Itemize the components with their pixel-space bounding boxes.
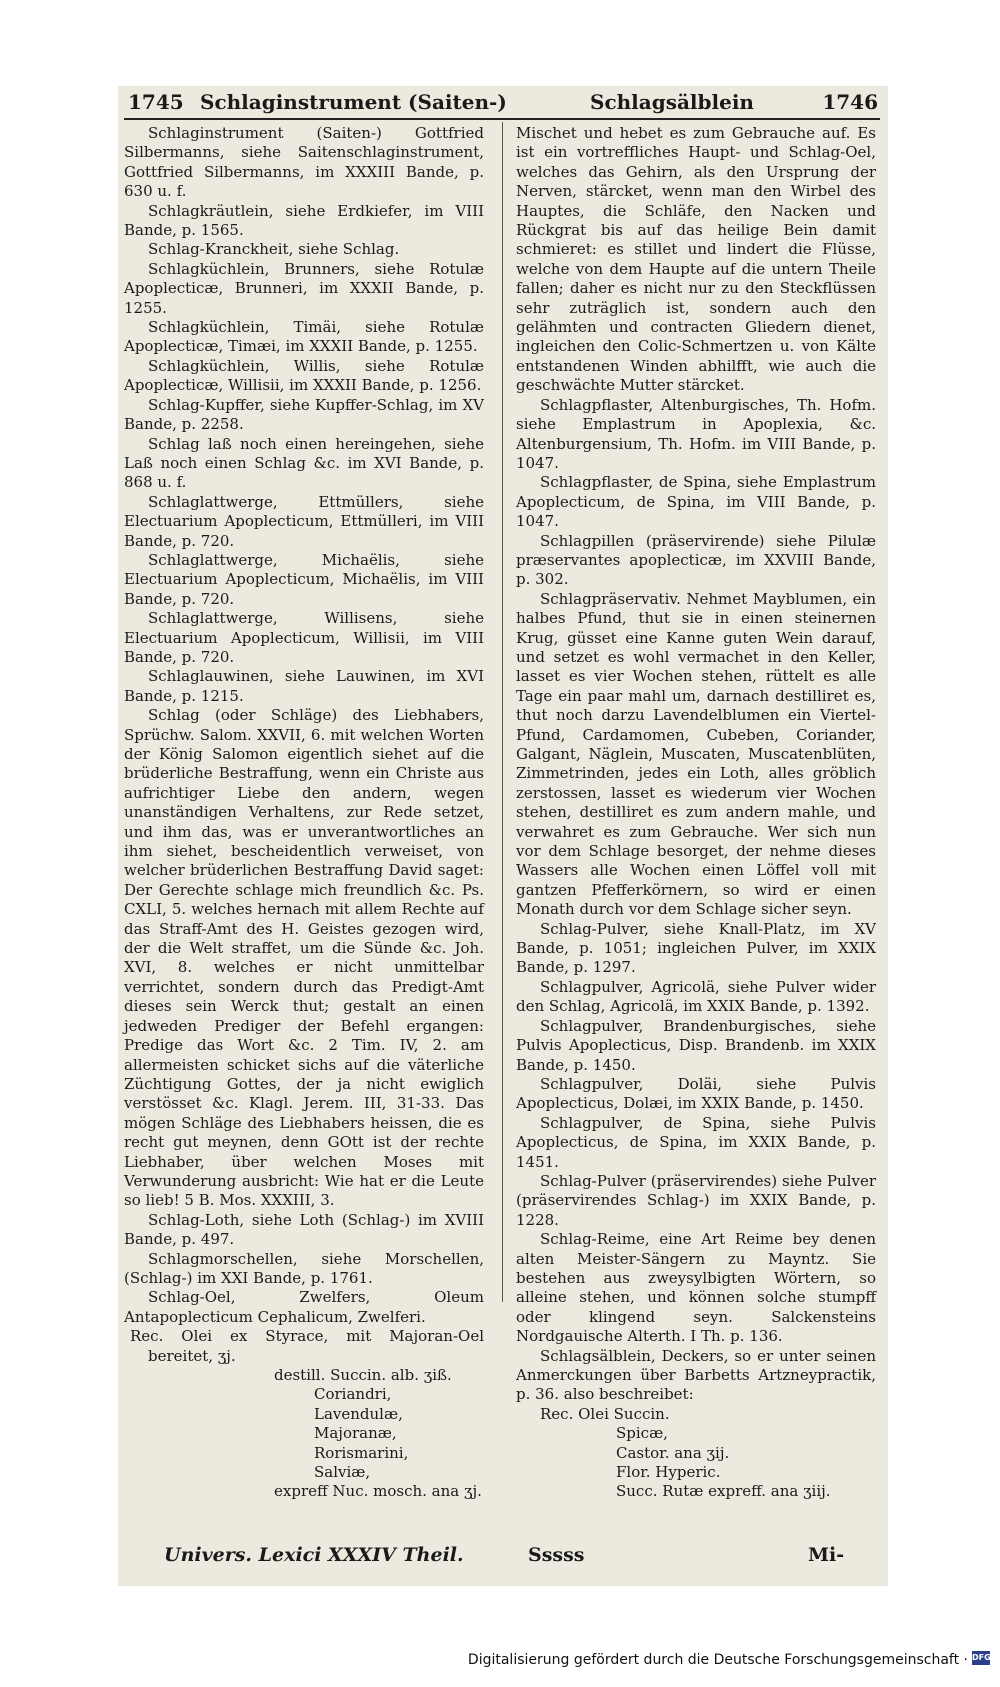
entry: Schlagpräservativ. Nehmet Mayblumen, ein halbes Pfund, thut sie in einen steinernen Krug, güsset eine Kanne guten Wein darauf, und setzet es wohl vermachet in den Keller, lasset es vier Wochen stehen, rüttelt es alle Tage ein paar mahl um, darnach destilliret es, thut noch darzu Lavendelblumen ein Viertel-Pfund, Cardamomen, Cubeben, Coriander, Galgant, Näglein, Muscaten, Muscatenblüten, Zimmetrinden, jedes ein Loth, alles gröblich zerstossen, lasset es wiederum vier Wochen stehen, destilliret es zum andern mahle, und verwahret es zum Gebrauche. Wer sich nun vor dem Schlage besorget, der nehme dieses Wassers alle Wochen einen Löffel voll mit gantzen Pfefferkörnern, so wird er einen Monath durch vor dem Schlage sicher seyn. [516,589,876,919]
entry: Schlagpillen (präservirende) siehe Pilulæ præservantes apoplecticæ, im XXVIII Bande, p. 302. [516,531,876,589]
entry: Schlagpulver, Doläi, siehe Pulvis Apoplecticus, Dolæi, im XXIX Bande, p. 1450. [516,1074,876,1113]
entry: Schlagpflaster, de Spina, siehe Emplastrum Apoplecticum, de Spina, im VIII Bande, p. 1047. [516,473,876,531]
entry: Schlagsälblein, Deckers, so er unter seinen Anmerckungen über Barbetts Artzneypractik, p. 36. also beschreibet: [516,1346,876,1404]
recipe-line: Salviæ, [314,1463,371,1482]
book-page [118,86,888,1586]
recipe-line: Lavendulæ, [314,1404,403,1423]
entry: Schlagkräutlein, siehe Erdkiefer, im VIII Bande, p. 1565. [124,201,484,240]
recipe-intro: Rec. Olei ex Styrace, mit Majoran-Oel bereitet, ʒj. [130,1327,484,1365]
entry: Schlagpulver, Agricolä, siehe Pulver wider den Schlag, Agricolä, im XXIX Bande, p. 1392. [516,977,876,1016]
sheet-norm: Sssss [528,1544,585,1566]
entry: Schlagküchlein, Timäi, siehe Rotulæ Apoplecticæ, Timæi, im XXXII Bande, p. 1255. [124,318,484,356]
entry: Schlag-Pulver, siehe Knall-Platz, im XV Bande, p. 1051; ingleichen Pulver, im XXIX Bande, p. 1297. [516,919,876,977]
left-running-title: Schlaginstrument (Saiten-) [200,90,507,114]
right-running-title: Schlagsälblein [590,90,754,114]
header-rule [124,118,880,120]
entry: Schlagpulver, Brandenburgisches, siehe Pulvis Apoplecticus, Disp. Brandenb. im XXIX Bande, p. 1450. [516,1016,876,1074]
entry: Schlaglattwerge, Michaëlis, siehe Electuarium Apoplecticum, Michaëlis, im VIII Bande, p. 720. [124,550,484,608]
entry: Schlag (oder Schläge) des Liebhabers, Sprüchw. Salom. XXVII, 6. mit welchen Worten der König Salomon eigentlich siehet auf die brüderliche Bestraffung, wenn ein Christe aus aufrichtiger Liebe den andern, wegen unanständigen Verhaltens, zur Rede setzet, und ihm das, was er unverantwortliches an ihm siehet, bescheidentlich verweiset, von welcher brüderlichen Bestraffung David saget: Der Gerechte schlage mich freundlich &c. Ps. CXLI, 5. welches hernach mit allem Rechte auf das Straff-Amt des H. Geistes gezogen wird, der die Welt straffet, um die Sünde &c. Joh. XVI, 8. welches er nicht unmittelbar verrichtet, sondern durch das Predigt-Amt dieses sein Werck thut; gestalt an einen jedweden Prediger der Befehl ergangen: Predige das Wort &c. 2 Tim. IV, 2. am allermeisten schicket sichs auf die väterliche Züchtigung Gottes, der ja nicht ewiglich verstösset &c. Klagl. Jerem. III, 31-33. Das mögen Schläge des Liebhabers heissen, die es recht gut meynen, denn GOtt ist der rechte Liebhaber, über welchen Moses mit Verwunderung ausbricht: Wie hat er die Leute so lieb! 5 B. Mos. XXXIII, 3. [124,706,484,1210]
entry: Schlagküchlein, Willis, siehe Rotulæ Apoplecticæ, Willisii, im XXXII Bande, p. 1256. [124,356,484,395]
entry: Schlaglattwerge, Ettmüllers, siehe Electuarium Apoplecticum, Ettmülleri, im VIII Bande, p. 720. [124,492,484,550]
entry: Schlaglattwerge, Willisens, siehe Electuarium Apoplecticum, Willisii, im VIII Bande, p. 720. [124,609,484,666]
entry: Schlag-Kranckheit, siehe Schlag. [148,240,400,259]
entry: Schlag-Pulver (präservirendes) siehe Pulver (präservirendes Schlag-) im XXIX Bande, p. 1228. [516,1171,876,1229]
recipe-line: Rorismarini, [314,1443,409,1462]
entry: Schlagpulver, de Spina, siehe Pulvis Apoplecticus, de Spina, im XXIX Bande, p. 1451. [516,1113,876,1171]
recipe-line: Castor. ana ʒij. [616,1443,730,1462]
dfg-logo-icon: DFG [972,1651,990,1665]
left-column [124,124,484,1502]
entry: Schlag-Reime, eine Art Reime bey denen alten Meister-Sängern zu Mayntz. Sie bestehen aus zweysylbigten Wörtern, so alleine stehen, und können solche stumpff oder klingend seyn. Salckensteins Nordgauische Alterth. I Th. p. 136. [516,1230,876,1346]
entry: Schlagpflaster, Altenburgisches, Th. Hofm. siehe Emplastrum in Apoplexia, &c. Altenburgensium, Th. Hofm. im VIII Bande, p. 1047. [516,395,876,472]
recipe-line: destill. Succin. alb. ʒiß. [274,1366,452,1384]
catchword: Mi- [808,1544,845,1566]
entry: Mischet und hebet es zum Gebrauche auf. Es ist ein vortreffliches Haupt- und Schlag-Oel, welches das Gehirn, als den Ursprung der Nerven, stärcket, wenn man den Wirbel des Hauptes, die Schläfe, den Nacken und Rückgrat bis auf das heilige Bein damit schmieret: es stillet und lindert die Flüsse, welche von dem Haupte auf die untern Theile fallen; daher es nicht nur zu den Steckflüssen sehr zuträglich ist, sondern auch den gelähmten und contracten Gliedern dienet, ingleichen den Colic-Schmertzen u. von Kälte entstandenen Winden abhilfft, wie auch die geschwächte Mutter stärcket. [516,124,876,395]
recipe-line: Majoranæ, [314,1424,397,1443]
recipe-line: Rec. Olei Succin. [540,1404,670,1423]
right-column [516,124,876,1502]
entry: Schlagküchlein, Brunners, siehe Rotulæ Apoplecticæ, Brunneri, im XXXII Bande, p. 1255. [124,259,484,317]
digitization-credit: Digitalisierung gefördert durch die Deutsche Forschungsgemeinschaft · [467,1652,968,1668]
entry: Schlaglauwinen, siehe Lauwinen, im XVI Bande, p. 1215. [124,667,484,705]
recipe-line: Coriandri, [314,1385,392,1404]
left-page-number: 1745 [128,90,184,114]
recipe-line: Spicæ, [616,1424,668,1443]
page-header [118,86,888,126]
right-page-number: 1746 [822,90,878,114]
column-divider [502,122,503,1302]
entry: Schlag-Loth, siehe Loth (Schlag-) im XVIII Bande, p. 497. [124,1210,484,1249]
recipe-line: Flor. Hyperic. [616,1463,721,1482]
entry: Schlaginstrument (Saiten-) Gottfried Silbermanns, siehe Saitenschlaginstrument, Gottfried Silbermanns, im XXXIII Bande, p. 630 u. f. [124,124,484,201]
entry: Schlagmorschellen, siehe Morschellen, (Schlag-) im XXI Bande, p. 1761. [124,1249,484,1287]
entry: Schlag-Oel, Zwelfers, Oleum Antapoplecticum Cephalicum, Zwelferi. [124,1288,484,1326]
volume-signature: Univers. Lexici XXXIV Theil. [164,1544,464,1566]
recipe-line: expreff Nuc. mosch. ana ʒj. [274,1482,482,1501]
entry: Schlag laß noch einen hereingehen, siehe Laß noch einen Schlag &c. im XVI Bande, p. 868 u. f. [124,434,484,492]
entry: Schlag-Kupffer, siehe Kupffer-Schlag, im XV Bande, p. 2258. [124,395,484,434]
recipe-line: Succ. Rutæ expreff. ana ʒiij. [616,1482,831,1501]
